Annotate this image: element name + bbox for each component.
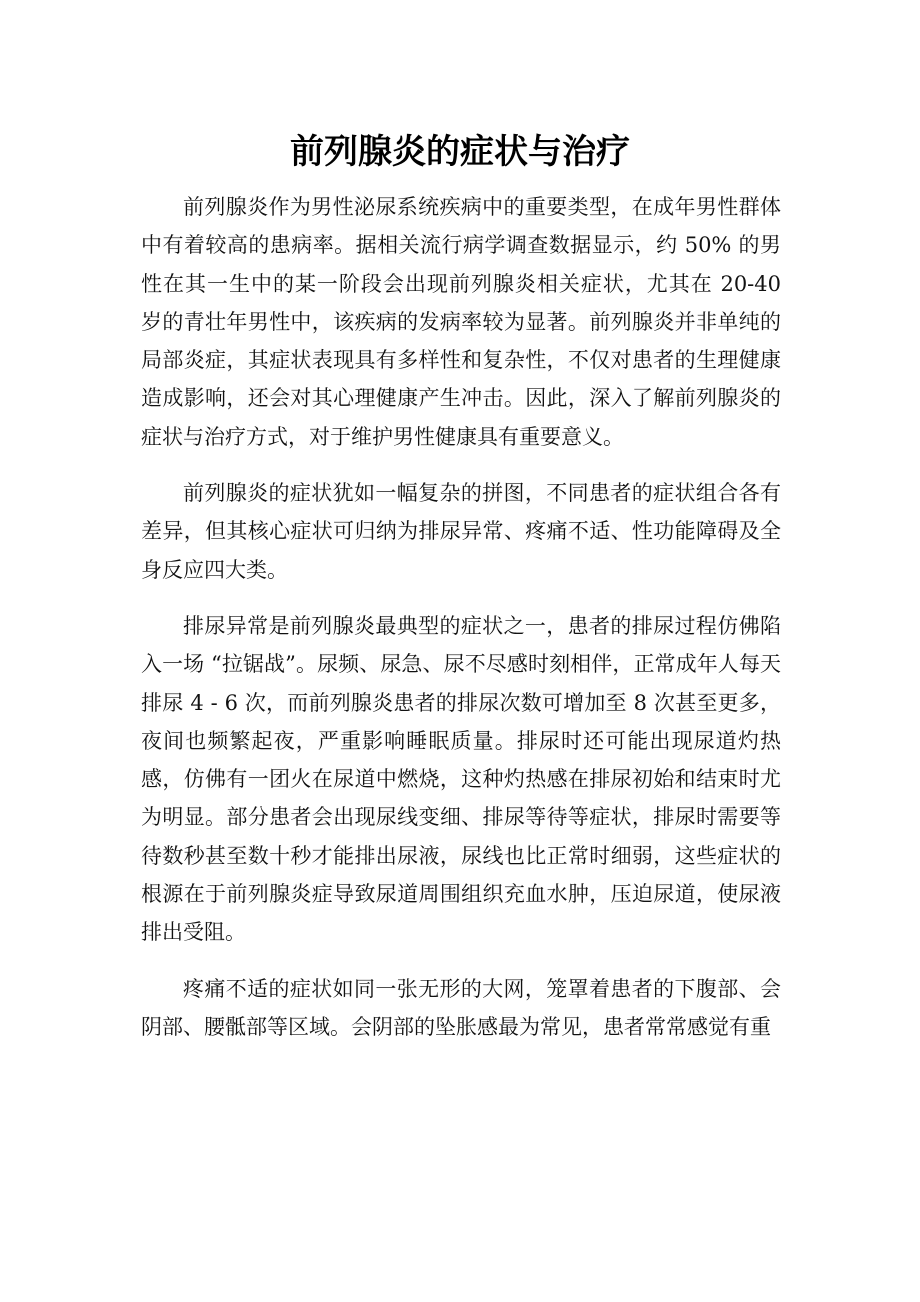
paragraph-urination: 排尿异常是前列腺炎最典型的症状之一，患者的排尿过程仿佛陷入一场 “拉锯战”。尿频、尿急、尿不尽感时刻相伴，正常成年人每天排尿 4 - 6 次，而前列腺炎患者的排尿次数可增加至 8 次甚至更多，夜间也频繁起夜，严重影响睡眠质量。排尿时还可能出现尿道灼热感，仿佛有一团火在尿道中燃烧，这种灼热感在排尿初始和结束时尤为明显。部分患者会出现尿线变细、排尿等待等症状，排尿时需要等待数秒甚至数十秒才能排出尿液，尿线也比正常时细弱，这些症状的根源在于前列腺炎症导致尿道周围组织充血水肿，压迫尿道，使尿液排出受阻。: [141, 613, 781, 945]
paragraph-intro: 前列腺炎作为男性泌尿系统疾病中的重要类型，在成年男性群体中有着较高的患病率。据相关流行病学调查数据显示，约 50% 的男性在其一生中的某一阶段会出现前列腺炎相关症状，尤其在 20-40 岁的青壮年男性中，该疾病的发病率较为显著。前列腺炎并非单纯的局部炎症，其症状表现具有多样性和复杂性，不仅对患者的生理健康造成影响，还会对其心理健康产生冲击。因此，深入了解前列腺炎的症状与治疗方式，对于维护男性健康具有重要意义。: [141, 195, 781, 449]
paragraph-symptom-overview: 前列腺炎的症状犹如一幅复杂的拼图，不同患者的症状组合各有差异，但其核心症状可归纳为排尿异常、疼痛不适、性功能障碍及全身反应四大类。: [141, 481, 781, 582]
document-body: [141, 188, 781, 1064]
document-title: 前列腺炎的症状与治疗: [290, 132, 630, 172]
paragraph-pain: 疼痛不适的症状如同一张无形的大网，笼罩着患者的下腹部、会阴部、腰骶部等区域。会阴部的坠胀感最为常见，患者常常感觉有重: [141, 976, 781, 1039]
